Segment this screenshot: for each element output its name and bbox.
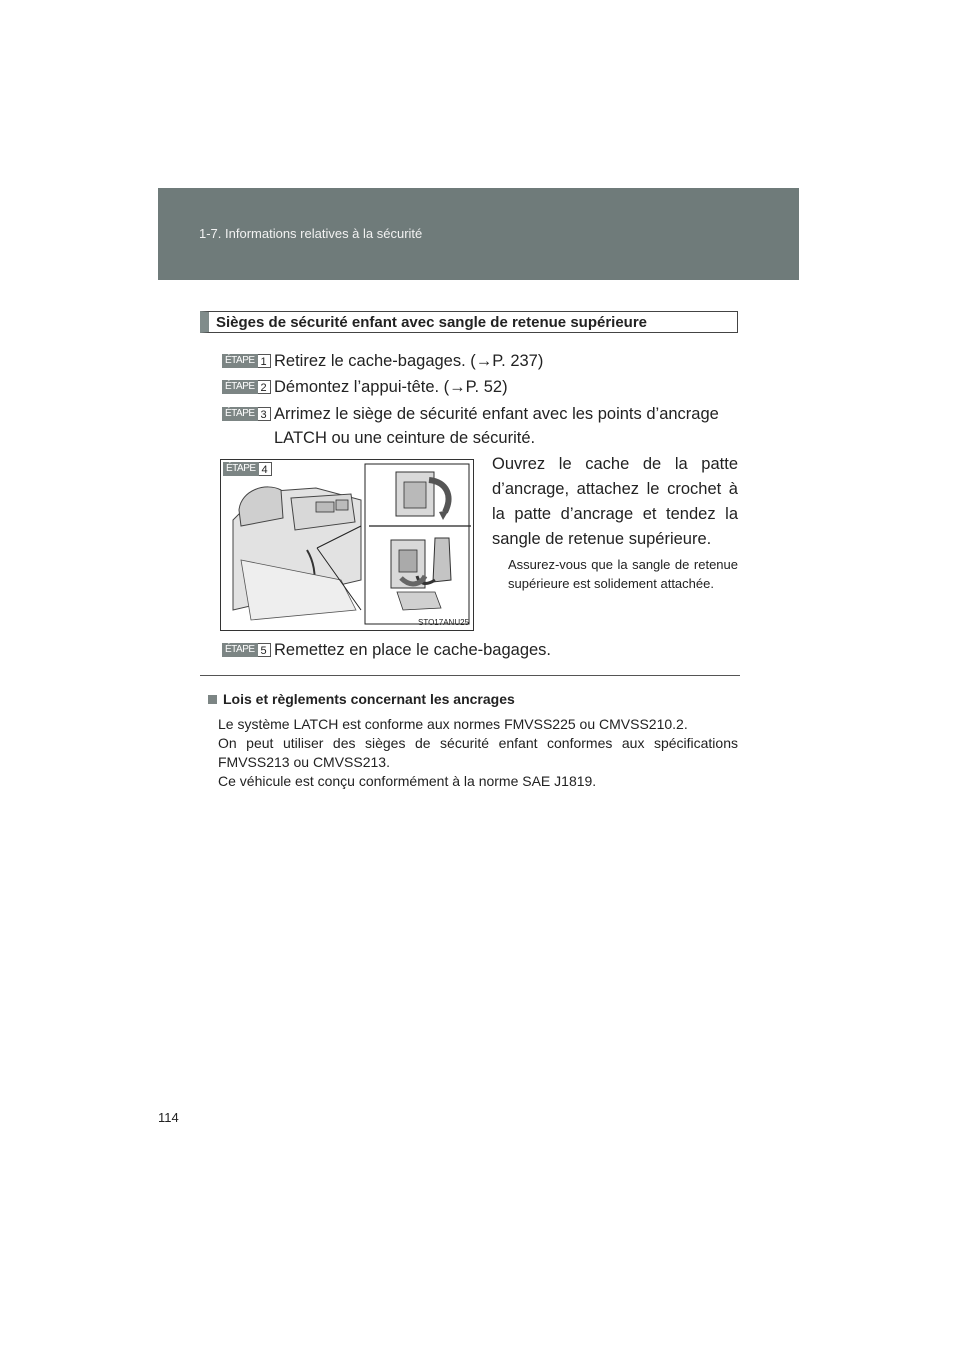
step-2-badge: ÉTAPE 2 [222,380,271,394]
anchor-illustration [220,459,474,631]
subheading: Sièges de sécurité enfant avec sangle de retenue supérieure [216,314,648,331]
step-4-text: Ouvrez le cache de la patte d’ancrage, attachez le crochet à la patte d’ancrage et tendez la sangle de retenue supérieure. [492,455,738,548]
seat-anchor-drawing [221,460,474,631]
note-paragraph-2: On peut utiliser des sièges de sécurité enfant conformes aux spécifications FMVSS213 ou CMVSS213. [218,735,738,770]
note-body [218,715,738,791]
chapter-header [158,188,799,280]
page-number: 114 [158,1110,179,1125]
subheading-box [200,311,738,333]
section-title: 1-7. Informations relatives à la sécurité [199,226,423,241]
step-2-text: Démontez l’appui-tête. (→P. 52) [274,378,508,396]
step-3-badge: ÉTAPE 3 [222,407,271,421]
step-3-text-line2: LATCH ou une ceinture de sécurité. [274,429,536,447]
step-1-text: Retirez le cache-bagages. (→P. 237) [274,352,544,370]
step-1-badge: ÉTAPE 1 [222,354,271,368]
step-4-note: Assurez-vous que la sangle de retenue supérieure est solidement attachée. [508,557,738,591]
square-bullet-icon [208,695,217,704]
figure-code: STO17ANU25 [418,618,469,627]
note-paragraph-1: Le système LATCH est conforme aux normes FMVSS225 ou CMVSS210.2. [218,716,688,732]
step-4-badge: ÉTAPE 4 [223,462,272,476]
note-paragraph-3: Ce véhicule est conçu conformément à la norme SAE J1819. [218,773,597,789]
step-5-text: Remettez en place le cache-bagages. [274,641,552,659]
step-3-text-line1: Arrimez le siège de sécurité enfant avec les points d’ancrage [274,405,719,423]
note-title: Lois et règlements concernant les ancrages [208,691,515,707]
step-5-badge: ÉTAPE 5 [222,643,271,657]
divider [200,675,740,676]
